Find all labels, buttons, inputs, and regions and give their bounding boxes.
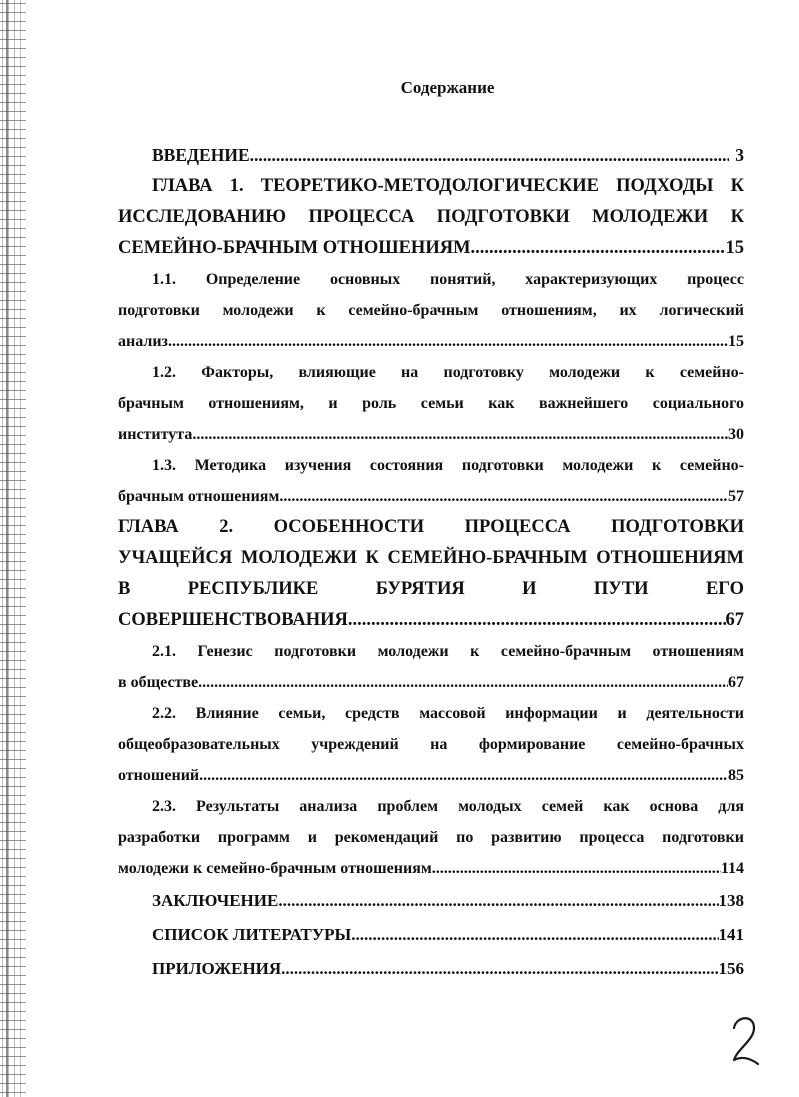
toc-section-1-1 <box>118 264 744 357</box>
leader-dots <box>471 233 726 264</box>
handwritten-page-number <box>724 1010 764 1070</box>
toc-section-1-2 <box>118 357 744 450</box>
toc-page-number: 141 <box>718 925 744 944</box>
leader-dots <box>351 918 718 952</box>
leader-dots <box>198 667 728 698</box>
toc-page-number: 15 <box>728 333 744 350</box>
toc-section-2-3 <box>118 791 744 884</box>
section-line: института <box>118 426 193 443</box>
section-line: 1.1. Определение основных понятий, характеризующих процесс <box>152 271 744 288</box>
chapter-heading-line: УЧАЩЕЙСЯ МОЛОДЕЖИ К СЕМЕЙНО-БРАЧНЫМ ОТНОШЕНИЯМ <box>118 548 744 568</box>
leader-dots <box>281 952 718 986</box>
chapter-heading-line: СОВЕРШЕНСТВОВАНИЯ <box>118 610 348 630</box>
leader-dots <box>278 884 718 918</box>
section-line: 1.3. Методика изучения состояния подготовки молодежи к семейно- <box>152 457 744 474</box>
toc-page-number: 15 <box>725 238 744 258</box>
leader-dots <box>168 326 728 357</box>
leader-dots <box>432 853 721 884</box>
section-line: анализ <box>118 333 168 350</box>
toc-entry-label: СПИСОК ЛИТЕРАТУРЫ <box>152 925 352 944</box>
toc-page-number: 57 <box>728 488 744 505</box>
leader-dots <box>279 481 728 512</box>
toc-entry-conclusion <box>118 884 744 918</box>
section-line: отношений <box>118 767 200 784</box>
toc-entry-label: ВВЕДЕНИЕ <box>152 145 250 165</box>
toc-page-number: 114 <box>720 860 744 877</box>
toc-page-number: 156 <box>718 959 744 978</box>
toc-page-number: 30 <box>728 426 744 443</box>
section-line: 1.2. Факторы, влияющие на подготовку молодежи к семейно- <box>152 364 744 381</box>
chapter-heading-line: СЕМЕЙНО-БРАЧНЫМ ОТНОШЕНИЯМ <box>118 238 471 258</box>
leader-dots <box>192 419 728 450</box>
toc-section-2-2 <box>118 698 744 791</box>
leader-dots <box>348 605 726 636</box>
toc-page-number: 85 <box>728 767 744 784</box>
leader-dots <box>250 140 730 171</box>
section-line: общеобразовательных учреждений на формирование семейно-брачных <box>118 736 744 753</box>
toc-chapter-1 <box>118 171 744 264</box>
chapter-heading-line: ИССЛЕДОВАНИЮ ПРОЦЕССА ПОДГОТОВКИ МОЛОДЕЖИ К <box>118 207 744 227</box>
toc-page-number: 67 <box>728 674 744 691</box>
section-line: разработки программ и рекомендаций по развитию процесса подготовки <box>118 829 744 846</box>
section-line: 2.3. Результаты анализа проблем молодых семей как основа для <box>152 798 744 815</box>
chapter-heading-line: ГЛАВА 1. ТЕОРЕТИКО-МЕТОДОЛОГИЧЕСКИЕ ПОДХОДЫ К <box>152 176 744 196</box>
toc-entry-label: ПРИЛОЖЕНИЯ <box>152 959 282 978</box>
toc-page-number: 138 <box>718 891 744 910</box>
section-line: в обществе <box>118 674 199 691</box>
section-line: брачным отношениям, и роль семьи как важнейшего социального <box>118 395 744 412</box>
toc-section-2-1 <box>118 636 744 698</box>
toc-page-number: 3 <box>735 145 744 165</box>
page-title: Содержание <box>400 78 495 97</box>
leader-dots <box>199 760 728 791</box>
chapter-heading-line: В РЕСПУБЛИКЕ БУРЯТИЯ И ПУТИ ЕГО <box>118 579 744 599</box>
section-line: 2.2. Влияние семьи, средств массовой информации и деятельности <box>152 705 744 722</box>
toc-section-1-3 <box>118 450 744 512</box>
chapter-heading-line: ГЛАВА 2. ОСОБЕННОСТИ ПРОЦЕССА ПОДГОТОВКИ <box>118 517 744 537</box>
section-line: 2.1. Генезис подготовки молодежи к семейно-брачным отношениям <box>152 643 744 660</box>
section-line: подготовки молодежи к семейно-брачным отношениям, их логический <box>118 302 744 319</box>
table-of-contents <box>118 140 744 986</box>
scanned-binding-edge <box>0 0 26 1097</box>
toc-chapter-2 <box>118 512 744 636</box>
toc-entry-references <box>118 918 744 952</box>
toc-entry-appendices <box>118 952 744 986</box>
toc-page-number: 67 <box>725 610 744 630</box>
section-line: брачным отношениям <box>118 488 280 505</box>
toc-entry-label: ЗАКЛЮЧЕНИЕ <box>152 891 279 910</box>
toc-entry-intro <box>118 140 744 171</box>
section-line: молодежи к семейно-брачным отношениям <box>118 860 432 877</box>
